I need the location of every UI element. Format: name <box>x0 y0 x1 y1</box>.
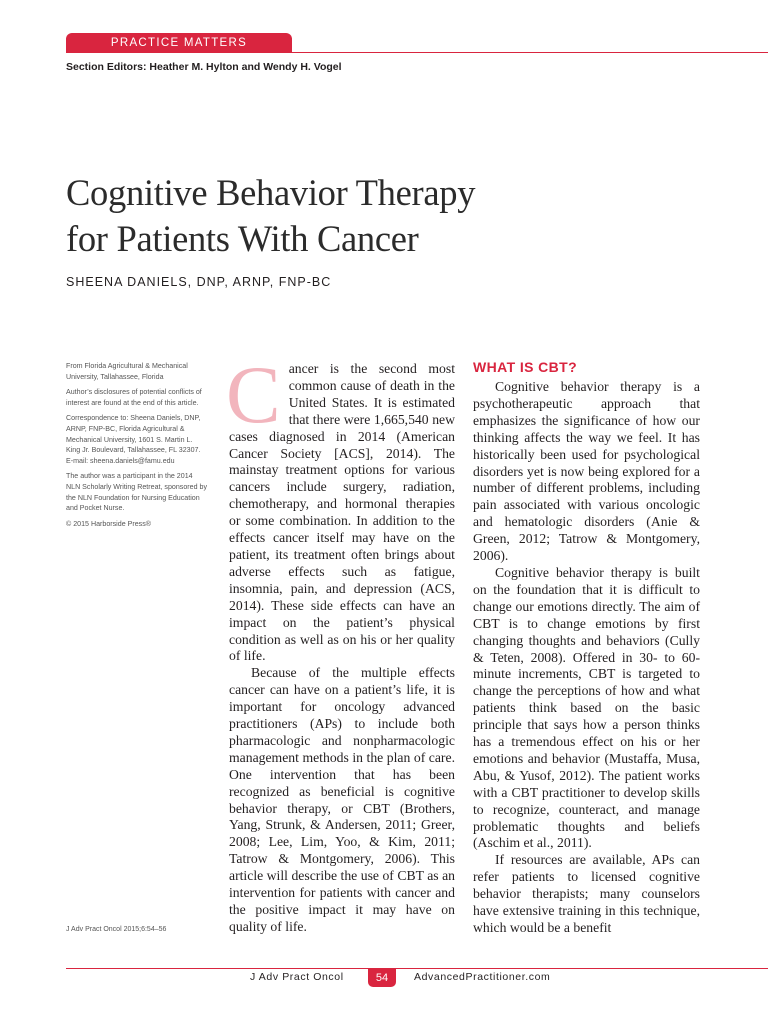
paragraph-intro <box>226 349 455 665</box>
drop-cap: C <box>226 349 281 440</box>
section-editors: Section Editors: Heather M. Hylton and Wendy H. Vogel <box>66 61 342 73</box>
footer-website: AdvancedPractitioner.com <box>414 971 551 983</box>
footer-rule <box>66 968 768 969</box>
title-line-1: Cognitive Behavior Therapy <box>66 172 476 213</box>
copyright: © 2015 Harborside Press® <box>66 519 151 528</box>
footer-journal-name: J Adv Pract Oncol <box>250 971 344 983</box>
section-label: PRACTICE MATTERS <box>66 33 292 53</box>
disclosures-note: Author’s disclosures of potential conflicts of interest are found at the end of this article. <box>66 388 202 407</box>
affiliation: From Florida Agricultural & Mechanical University, Tallahassee, Florida <box>66 362 188 381</box>
retreat-note: The author was a participant in the 2014 NLN Scholarly Writing Retreat, sponsored by the NLN Foundation for Nursing Education and Pocket Nurse. <box>66 472 208 513</box>
author-byline: SHEENA DANIELS, DNP, ARNP, FNP-BC <box>66 275 332 289</box>
paragraph-2: Because of the multiple effects cancer can have on a patient’s life, it is important for oncology advanced practitioners (APs) to include both pharmacologic and nonpharmacologic management methods in the plan of care. One intervention that has been recognized as beneficial is cognitive behavior therapy, or CBT (Brothers, Yang, Strunk, & Andersen, 2011; Greer, 2008; Lee, Lim, Yoo, & Kim, 2011; Tatrow & Montgomery, 2006). This article will describe the use of CBT as an intervention for patients with cancer and the positive impact it may have on quality of life. <box>229 665 455 934</box>
title-line-2: for Patients With Cancer <box>66 218 419 259</box>
body-column-2 <box>473 358 700 937</box>
paragraph-4: Cognitive behavior therapy is built on the foundation that it is difficult to change our emotions directly. The aim of CBT is to change emotions by first changing thoughts and behaviors (Cully & Teten, 2008). Offered in 30- to 60-minute increments, CBT is targeted to change the perceptions of how and what patients think based on the basic principle that says how a person thinks has a tremendous effect on his or her emotions and behavior (Mustaffa, Musa, Abu, & Yusof, 2012). The patient works with a CBT practitioner to develop skills to recognize, counteract, and manage problematic thoughts and beliefs (Aschim et al., 2011). <box>473 564 700 851</box>
paragraph-5: If resources are available, APs can refer patients to licensed cognitive behavior therapists; many counselors have extensive training in this technique, which would be a benefit <box>473 852 700 935</box>
body-column-1 <box>226 349 455 936</box>
article-sidebar <box>66 361 208 534</box>
article-title <box>66 170 666 262</box>
journal-citation: J Adv Pract Oncol 2015;6:54–56 <box>66 926 167 933</box>
paragraph-intro-text: ancer is the second most common cause of death in the United States. It is estimated that there were 1,665,540 new cases diagnosed in 2014 (American Cancer Society [ACS], 2014). The mainstay treatment options for various cancers include surgery, radiation, chemotherapy, and hormonal therapies or some combination. In addition to the effects cancer itself may have on the patient, its treatment often brings about adverse effects such as fatigue, insomnia, pain, and depression (ACS, 2014). These side effects can have an impact on the patient’s physical condition as well as on his or her quality of life. <box>229 361 455 664</box>
paragraph-3: Cognitive behavior therapy is a psychotherapeutic approach that emphasizes the significance of how our thinking affects the way we feel. It has historically been used for psychological disorders yet is now being explored for a number of different problems, including pain associated with various oncologic and hematologic disorders (Anie & Green, 2012; Tatrow & Montgomery, 2006). <box>473 379 700 564</box>
section-heading: WHAT IS CBT? <box>473 359 578 375</box>
correspondence: Correspondence to: Sheena Daniels, DNP, ARNP, FNP-BC, Florida Agricultural & Mechanical University, 1601 S. Martin L. King Jr. Boulevard, Tallahassee, FL 32307. E-mail: sheena.daniels@famu.edu <box>66 414 201 465</box>
page-number: 54 <box>368 969 396 987</box>
